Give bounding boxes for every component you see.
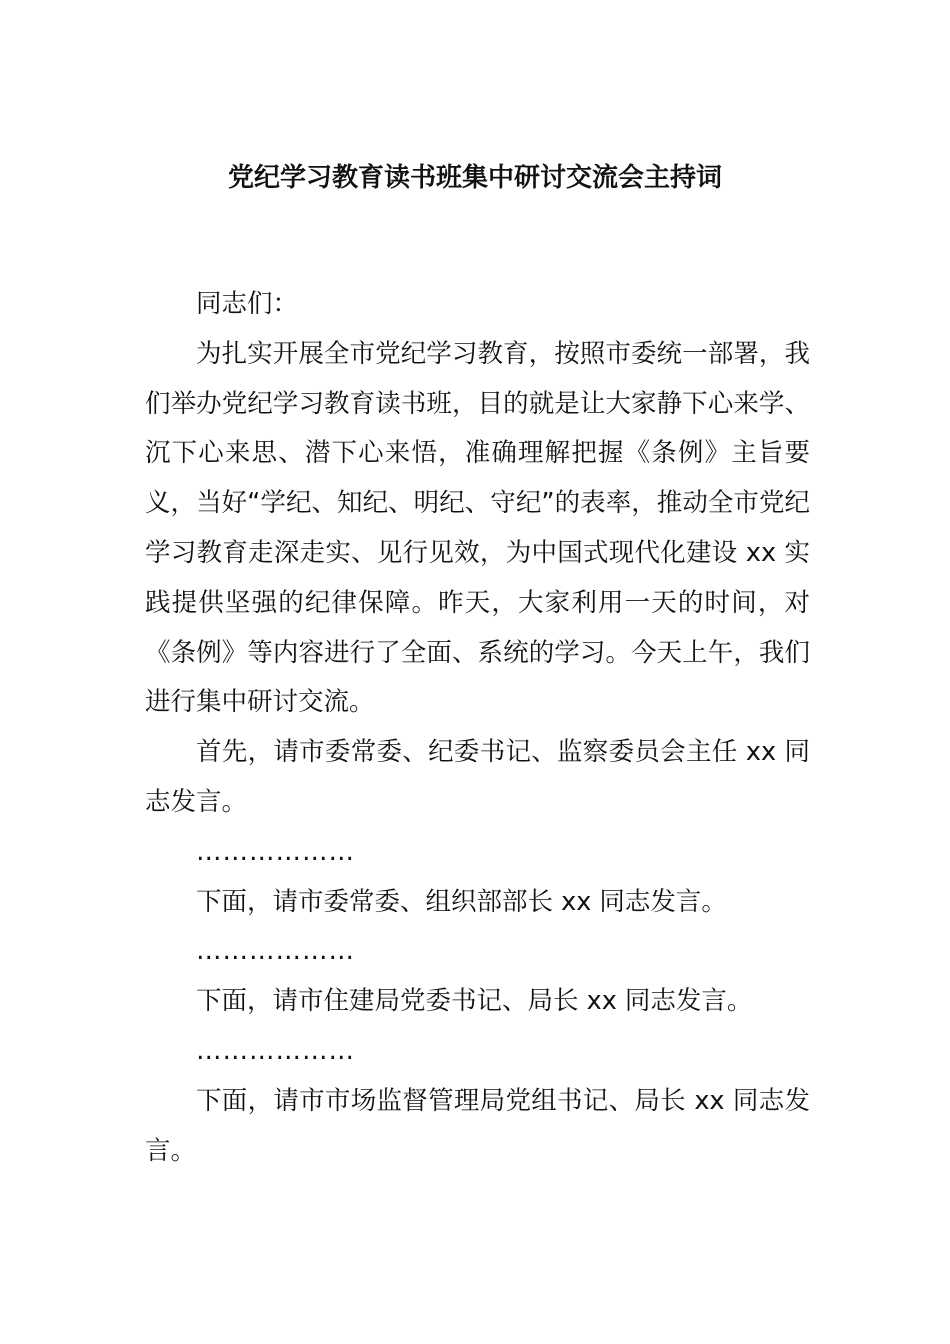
paragraph-intro: 为扎实开展全市党纪学习教育，按照市委统一部署，我们举办党纪学习教育读书班，目的就是让大家静下心来学、沉下心来思、潜下心来悟，准确理解把握《条例》主旨要义，当好“学纪、知纪、明纪、守纪”的表率，推动全市党纪学习教育走深走实、见行见效，为中国式现代化建设 xx 实践提供坚强的纪律保障。昨天，大家利用一天的时间，对《条例》等内容进行了全面、系统的学习。今天上午，我们进行集中研讨交流。	[145, 338, 810, 718]
paragraph-fourth-speaker: 下面，请市市场监督管理局党组书记、局长 xx 同志发言。	[145, 1085, 810, 1166]
ellipsis-separator: ………………	[196, 936, 355, 967]
paragraph-first-speaker: 首先，请市委常委、纪委书记、监察委员会主任 xx 同志发言。	[145, 737, 810, 817]
ellipsis-separator: ………………	[196, 836, 355, 867]
document-body	[145, 280, 810, 1176]
paragraph-second-speaker: 下面，请市委常委、组织部部长 xx 同志发言。	[196, 886, 727, 917]
ellipsis-separator: ………………	[196, 1035, 355, 1066]
paragraph-third-speaker: 下面，请市住建局党委书记、局长 xx 同志发言。	[196, 986, 753, 1017]
salutation: 同志们：	[196, 289, 299, 319]
document-title: 党纪学习教育读书班集中研讨交流会主持词	[227, 163, 722, 193]
